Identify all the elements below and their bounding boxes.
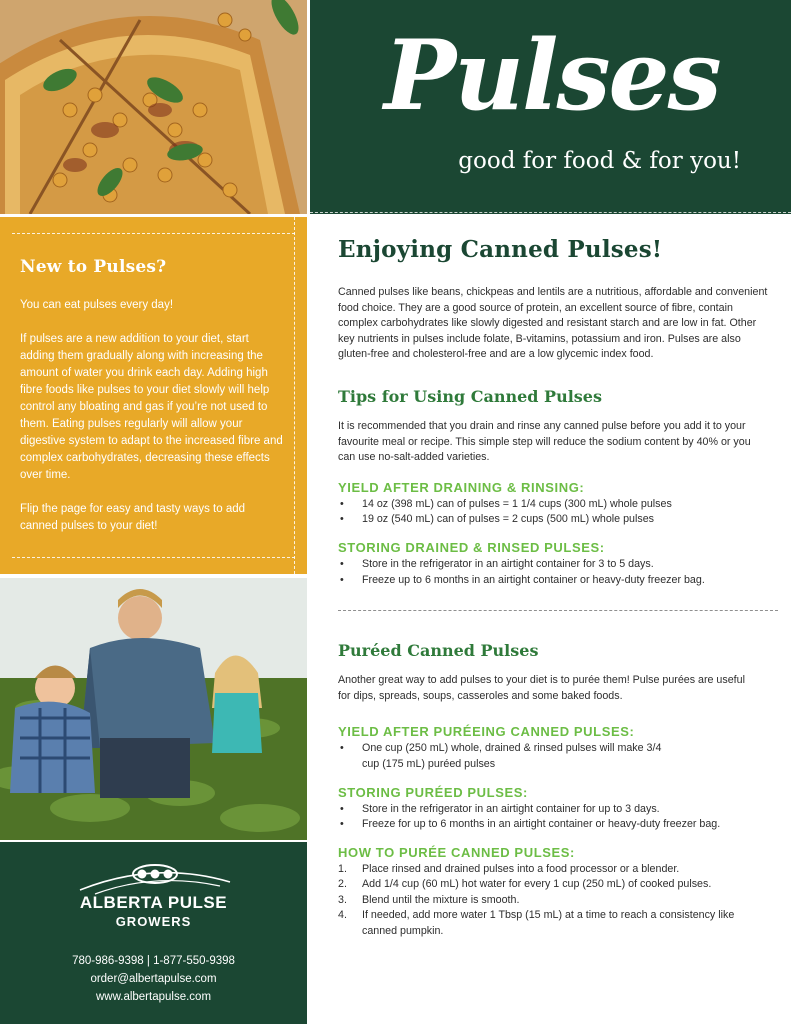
sidebar-paragraph: Flip the page for easy and tasty ways to add canned pulses to your diet! xyxy=(20,503,246,532)
puree-heading: Puréed Canned Pulses xyxy=(338,641,539,661)
brand-name: ALBERTA PULSE xyxy=(79,893,228,912)
howto-heading: HOW TO PURÉE CANNED PULSES: xyxy=(338,844,575,860)
dashed-divider xyxy=(310,212,791,213)
dashed-divider xyxy=(294,217,295,574)
brand-footer xyxy=(0,842,307,1024)
list-item: • Store in the refrigerator in an airtight container for up to 3 days. xyxy=(338,802,770,818)
storing-drained-heading: STORING DRAINED & RINSED PULSES: xyxy=(338,539,605,555)
sidebar-paragraph: You can eat pulses every day! xyxy=(20,299,174,311)
step-text: Blend until the mixture is smooth. xyxy=(362,893,520,906)
dashed-divider xyxy=(12,557,295,558)
yield-draining-heading: YIELD AFTER DRAINING & RINSING: xyxy=(338,479,585,495)
step-number: 4. xyxy=(338,909,347,922)
sidebar-paragraph: If pulses are a new addition to your diet, start adding them gradually along with increasing the amount of water you drink each day. Adding high fibre foods like pulses to your diet slowly will help control any bloating and gas if you’re not used to them. Eating pulses regularly will allow your digestive system to adapt to the increased fibre and complex carbohydrates, decreasing these effects over time. xyxy=(20,333,283,481)
list-item: • Store in the refrigerator in an airtight container for 3 to 5 days. xyxy=(338,557,770,573)
sidebar-title: New to Pulses? xyxy=(20,257,167,277)
yield-draining-list xyxy=(338,497,770,528)
step-text: If needed, add more water 1 Tbsp (15 mL) at a time to reach a consistency like canned pumpkin. xyxy=(362,909,735,938)
howto-steps xyxy=(338,862,770,940)
puree-paragraph: Another great way to add pulses to your diet is to purée them! Pulse purées are useful for dips, spreads, soups, casseroles and some baked foods. xyxy=(338,674,745,702)
family-illustration xyxy=(0,578,307,840)
step-text: Place rinsed and drained pulses into a food processor or a blender. xyxy=(362,862,680,875)
list-item: • Freeze up to 6 months in an airtight container or heavy-duty freezer bag. xyxy=(338,573,770,589)
step-text: Add 1/4 cup (60 mL) hot water for every 1 cup (250 mL) of cooked pulses. xyxy=(362,878,712,891)
intro-paragraph: Canned pulses like beans, chickpeas and lentils are a nutritious, affordable and convenient food choice. They are a good source of protein, an excellent source of fibre, contain complex carbohydrates like slowly digested and resistant starch and are low in fat. Other key nutrients in pulses include folate, B-vitamins, potassium and iron. Pulses are also gluten-free and cholesterol-free and are a low glycemic index food. xyxy=(338,286,768,361)
header-banner xyxy=(310,0,791,214)
phone-numbers: 780-986-9398 | 1-877-550-9398 xyxy=(72,955,235,967)
step-item xyxy=(338,893,770,909)
family-field-photo xyxy=(0,578,307,840)
list-item: • One cup (250 mL) whole, drained & rinsed pulses will make 3/4 cup (175 mL) puréed pulses xyxy=(338,741,670,772)
storing-pureed-heading: STORING PURÉED PULSES: xyxy=(338,784,528,800)
list-item: • Freeze for up to 6 months in an airtight container or heavy-duty freezer bag. xyxy=(338,817,770,833)
step-number: 1. xyxy=(338,862,347,875)
yield-pureeing-list xyxy=(338,741,770,772)
pizza-illustration xyxy=(0,0,307,214)
step-item xyxy=(338,862,770,878)
step-number: 2. xyxy=(338,878,347,891)
contact-block xyxy=(0,952,307,1006)
list-item: • 14 oz (398 mL) can of pulses = 1 1/4 cups (300 mL) whole pulses xyxy=(338,497,770,513)
main-content xyxy=(338,236,770,940)
step-number: 3. xyxy=(338,893,347,906)
storing-drained-list xyxy=(338,557,770,588)
brand-subtitle: GROWERS xyxy=(115,914,192,929)
tips-heading: Tips for Using Canned Pulses xyxy=(338,386,602,406)
email-address[interactable]: order@albertapulse.com xyxy=(90,973,217,985)
tips-paragraph: It is recommended that you drain and rinse any canned pulse before you add it to your favourite meal or recipe. This simple step will reduce the sodium content by 40% or you can use no-salt-added varieties. xyxy=(338,419,751,464)
dashed-divider xyxy=(12,233,295,234)
page-title: Pulses xyxy=(384,19,720,132)
pizza-photo xyxy=(0,0,307,214)
step-item xyxy=(338,877,770,893)
yield-pureeing-heading: YIELD AFTER PURÉEING CANNED PULSES: xyxy=(338,724,635,740)
dashed-divider xyxy=(338,610,778,611)
left-column xyxy=(0,0,307,1024)
new-to-pulses-box xyxy=(0,217,307,574)
main-heading: Enjoying Canned Pulses! xyxy=(338,236,663,263)
storing-pureed-list xyxy=(338,802,770,833)
step-item xyxy=(338,908,770,939)
website-url[interactable]: www.albertapulse.com xyxy=(95,991,212,1003)
tagline: good for food & for you! xyxy=(458,148,741,174)
list-item: • 19 oz (540 mL) can of pulses = 2 cups (500 mL) whole pulses xyxy=(338,512,770,528)
